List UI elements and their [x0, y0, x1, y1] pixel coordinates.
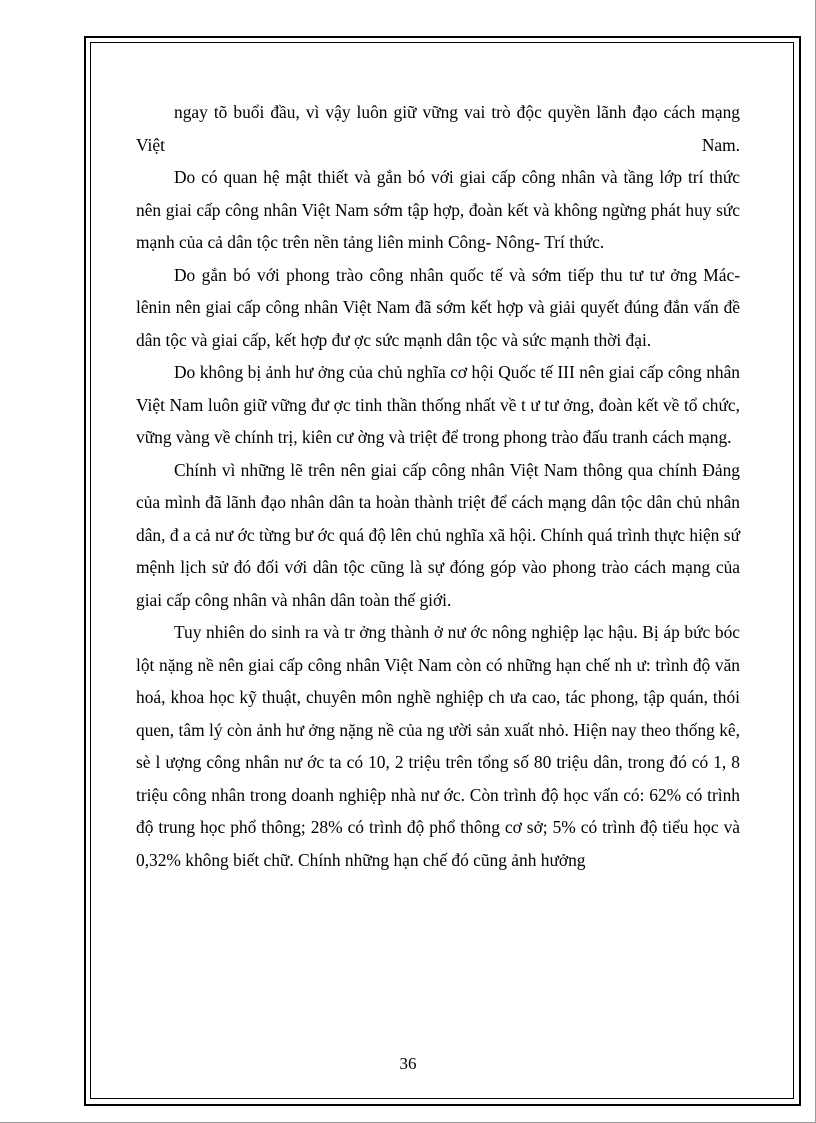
body-text: [136, 96, 740, 876]
paragraph-3: Do gắn bó với phong trào công nhân quốc tế và sớm tiếp thu tư tư ởng Mác- lênin nên giai cấp công nhân Việt Nam đã sớm kết hợp và giải quyết đúng đắn vấn đề dân tộc và giai cấp, kết hợp đư ợc sức mạnh dân tộc và sức mạnh thời đại.: [136, 264, 740, 350]
paragraph-1: ngay tõ buổi đầu, vì vậy luôn giữ vững vai trò độc quyền lãnh đạo cách mạng Việt Nam.: [136, 102, 740, 155]
paragraph-4: Do không bị ảnh hư ởng của chủ nghĩa cơ hội Quốc tế III nên giai cấp công nhân Việt Nam luôn giữ vững đư ợc tinh thần thống nhất về t ư tư ởng, đoàn kết về tổ chức, vững vàng về chính trị, kiên cư ờng và triệt để trong phong trào đấu tranh cách mạng.: [136, 362, 740, 447]
page-number: 36: [399, 1054, 417, 1073]
paragraph-6: Tuy nhiên do sinh ra và tr ởng thành ở nư ớc nông nghiệp lạc hậu. Bị áp bức bóc lột nặng nề nên giai cấp công nhân Việt Nam còn có những hạn chế nh ư: trình độ văn hoá, khoa học kỹ thuật, chuyên môn nghề nghiệp ch ưa cao, tác phong, tập quán, thói quen, tâm lý còn ảnh hư ởng nặng nề của ng ười sản xuất nhỏ. Hiện nay theo thống kê, sè l ượng công nhân nư ớc ta có 10, 2 triệu trên tổng số 80 triệu dân, trong đó có 1, 8 triệu công nhân trong doanh nghiệp nhà nư ớc. Còn trình độ học vấn có: 62% có trình độ trung học phổ thông; 28% có trình độ phổ thông cơ sở; 5% có trình độ tiểu học và 0,32% không biết chữ. Chính những hạn chế đó cũng ảnh hưởng: [136, 622, 740, 870]
paragraph-5: Chính vì những lẽ trên nên giai cấp công nhân Việt Nam thông qua chính Đảng của mình đã lãnh đạo nhân dân ta hoàn thành triệt để cách mạng dân tộc dân chủ nhân dân, đ a cả nư ớc từng bư ớc quá độ lên chủ nghĩa xã hội. Chính quá trình thực hiện sứ mệnh lịch sử đó đối với dân tộc cũng là sự đóng góp vào phong trào cách mạng của giai cấp công nhân và nhân dân toàn thế giới.: [136, 459, 740, 610]
paragraph-2: Do có quan hệ mật thiết và gắn bó với giai cấp công nhân và tầng lớp trí thức nên giai cấp công nhân Việt Nam sớm tập hợp, đoàn kết và không ngừng phát huy sức mạnh của cả dân tộc trên nền tảng liên minh Công- Nông- Trí thức.: [136, 167, 740, 252]
